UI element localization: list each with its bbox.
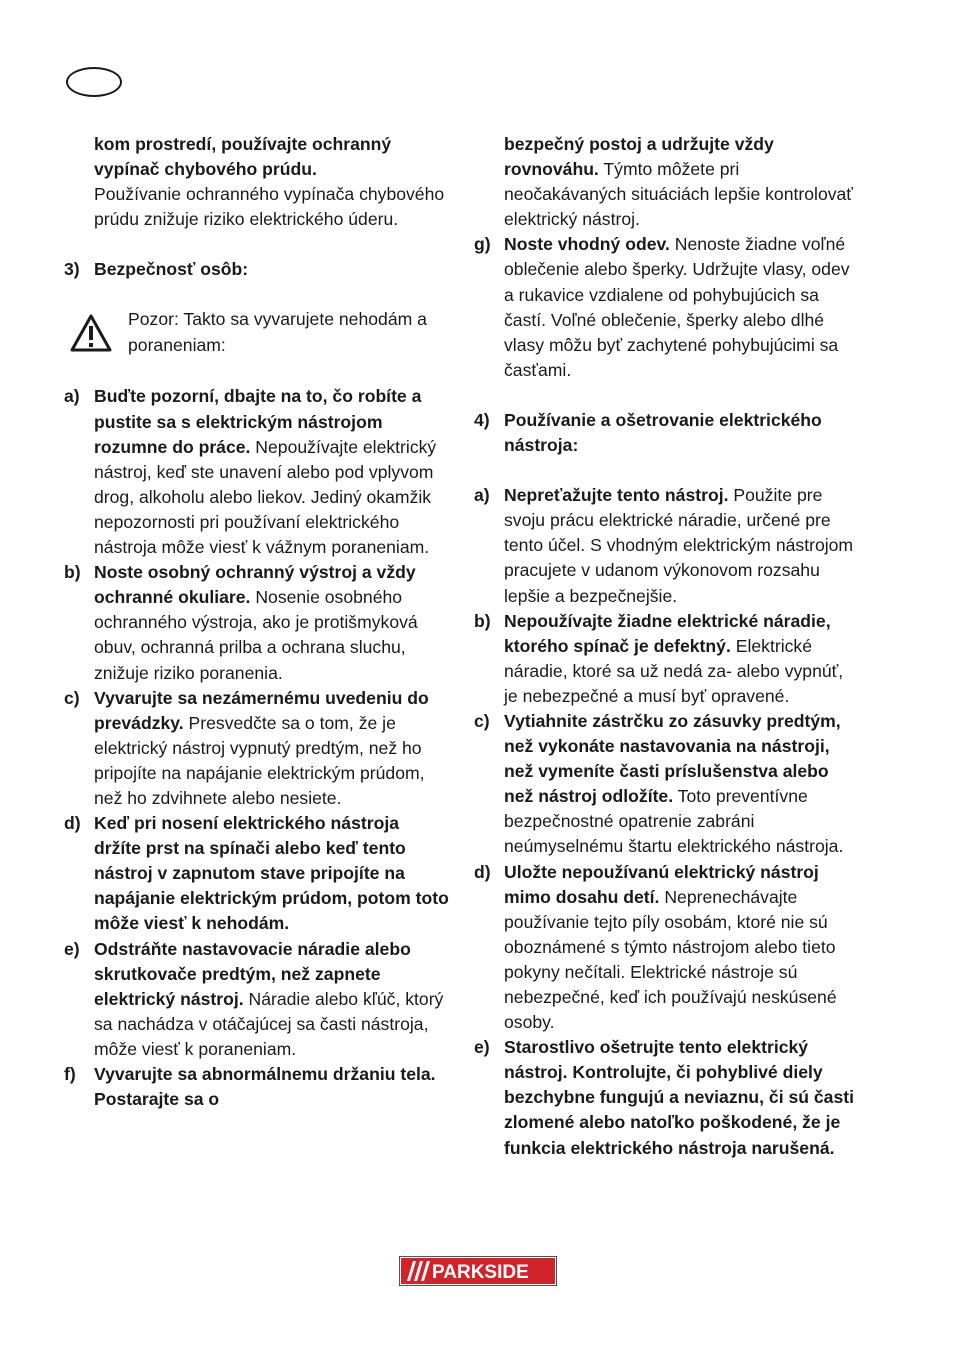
list-item: b) Noste osobný ochranný výstroj a vždy ochranné okuliare. Nosenie osobného ochranného výstroja, ako je protišmyková obuv, ochranná prilba a ochrana sluchu, znižuje riziko poranenia. (64, 562, 418, 683)
list-item: g) Noste vhodný odev. Nenoste žiadne voľné oblečenie alebo šperky. Udržujte vlasy, odev a rukavice vzdialene od pohybujúcich sa častí. Voľné oblečenie, šperky alebo dlhé vlasy môžu byť zachytené pohybujúcimi sa časťami. (474, 234, 850, 380)
list-item: d) Keď pri nosení elektrického nástroja držíte prst na spínači alebo keď tento nástroj v zapnutom stave pripojíte na napájanie elektrickým prúdom, potom toto môže viesť k nehodám. (64, 813, 449, 934)
left-column (64, 132, 450, 1112)
section-number: 3) (64, 259, 80, 280)
parkside-logo (399, 1256, 557, 1286)
list-item: a) Buďte pozorní, dbajte na to, čo robíte a pustite sa s elektrickým nástrojom rozumne do práce. Nepoužívajte elektrický nástroj, keď ste unavení alebo pod vplyvom drog, alkoholu alebo liekov. Jediný okamžik nepozornosti pri používaní elektrického nástroja môže viesť k vážnym poraneniam. (64, 386, 437, 558)
list-item: a) Nepreťažujte tento nástroj. Použite pre svoju prácu elektrické náradie, určené pre tento účel. S vhodným elektrickým nástrojom pracujete v udanom výkonovom rozsahu lepšie a bezpečnejšie. (474, 485, 854, 606)
language-badge (66, 67, 122, 97)
list-item: d) Uložte nepoužívanú elektrický nástroj mimo dosahu detí. Neprenechávajte používanie tejto píly osobám, ktoré nie sú oboznámené s týmto nástrojom alebo tieto pokyny nečítali. Elektrické nástroje sú nebezpečné, keď ich používajú neskúsené osoby. (474, 861, 837, 1033)
warning-text: Pozor: Takto sa vyvarujete nehodám a poraneniam: (128, 309, 427, 355)
list-item: c) Vyvarujte sa nezámernému uvedeniu do prevádzky. Presvedčte sa o tom, že je elektrický nástroj vypnutý predtým, než ho pripojíte na napájanie elektrickým prúdom, než ho zdvihnete alebo nesiete. (64, 687, 429, 808)
section-title: Bezpečnosť osôb: (94, 259, 249, 280)
list-item: e) Odstráňte nastavovacie náradie alebo skrutkovače predtým, než zapnete elektrický nástroj. Náradie alebo kľúč, ktorý sa nachádza v otáčajúcej sa časti nástroja, môže viesť k poraneniam. (64, 938, 444, 1059)
section-number: 4) (474, 409, 490, 430)
list-item: c) Vytiahnite zástrčku zo zásuvky predtým, než vykonáte nastavovania na nástroji, než vymeníte časti príslušenstva alebo než nástroj odložíte. Toto preventívne bezpečnostné opatrenie zabráni neúmyselnému štartu elektrického nástroja. (474, 710, 844, 857)
continued-paragraph (64, 132, 450, 232)
list-item: b) Nepoužívajte žiadne elektrické náradie, ktorého spínač je defektný. Elektrické náradie, ktoré sa už nedá za- alebo vypnúť, je nebezpečné a musí byť opravené. (474, 610, 844, 706)
section-title: Používanie a ošetrovanie elektrického nástroja: (504, 409, 822, 456)
right-column (474, 132, 858, 1161)
continued-bold: kom prostredí, používajte ochranný vypínač chybového prúdu. (94, 134, 392, 180)
continued-paragraph: bezpečný postoj a udržujte vždy rovnováhu. Týmto môžete pri neočakávaných situáciách lepšie kontrolovať elektrický nástroj. (504, 134, 853, 230)
list-item: f) Vyvarujte sa abnormálnemu držaniu tela. Postarajte sa o (64, 1064, 436, 1110)
list-item: e) Starostlivo ošetrujte tento elektrický nástroj. Kontrolujte, či pohyblivé diely bezchybne fungujú a neviaznu, či sú časti zlomené alebo natoľko poškodené, že je funkcia elektrického nástroja narušená. (474, 1037, 854, 1158)
continued-text: Používanie ochranného vypínača chybového prúdu znižuje riziko elektrického úderu. (94, 184, 445, 230)
logo-text: PARKSIDE (432, 1262, 529, 1283)
section-heading-3 (64, 257, 450, 282)
warning-triangle-icon (69, 313, 113, 353)
warning-note (64, 307, 450, 359)
section-heading-4 (474, 408, 858, 458)
